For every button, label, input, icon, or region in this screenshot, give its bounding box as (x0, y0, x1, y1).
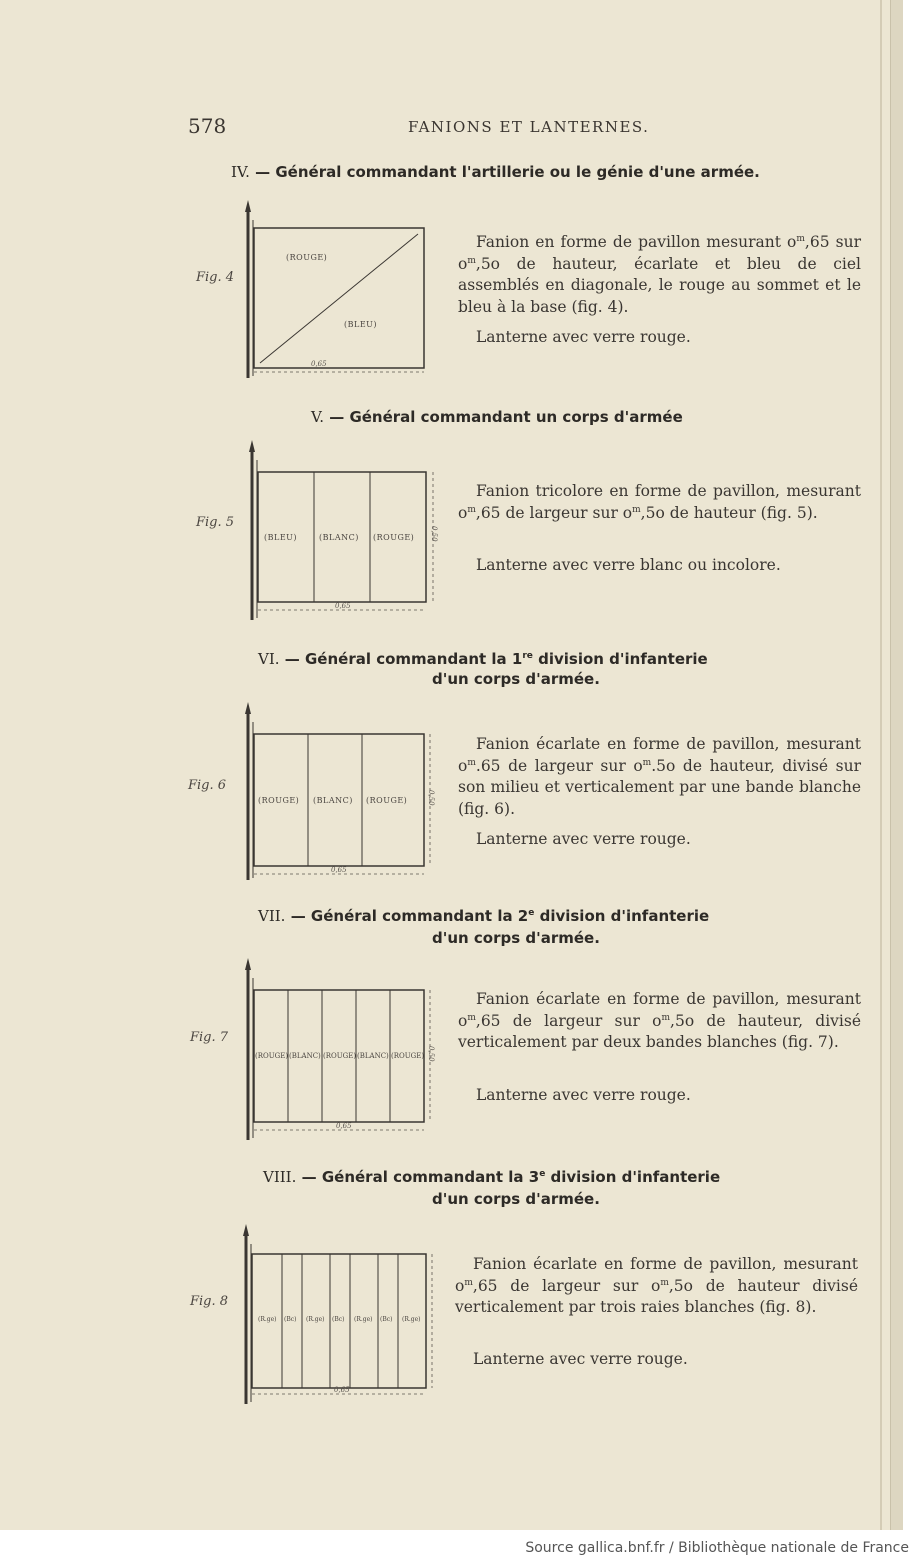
section-heading-vi-line2: d'un corps d'armée. (432, 670, 600, 688)
unit-superscript: m (467, 757, 476, 768)
section-title: — Général commandant la 1 (284, 650, 523, 668)
flag-cell: (ROUGE) (258, 796, 300, 805)
description-text: ,5o de hauteur divisé verticalement par trois raies blanches (fig. 8). (455, 1276, 858, 1316)
description-text: ,65 de largeur sur o (475, 1011, 662, 1030)
lantern-iv: Lanterne avec verre rouge. (476, 328, 691, 346)
description-viii (455, 1254, 858, 1319)
margin-fold (880, 0, 882, 1530)
description-v (458, 481, 861, 524)
flag-figure-7-drawing (236, 956, 441, 1146)
lantern-v: Lanterne avec verre blanc ou incolore. (476, 556, 781, 574)
lantern-vi: Lanterne avec verre rouge. (476, 830, 691, 848)
page-edge (890, 0, 903, 1530)
flag-figure-5-drawing (240, 438, 440, 623)
unit-superscript: m (467, 255, 476, 266)
description-text: .65 de largeur sur o (475, 756, 643, 775)
figure-label: Fig. 7 (190, 1030, 229, 1045)
flag-figure-4-drawing (236, 198, 436, 383)
unit-superscript: m (660, 1277, 669, 1288)
section-heading-viii (263, 1168, 720, 1186)
section-heading-vii-line2: d'un corps d'armée. (432, 929, 600, 947)
unit-superscript: m (467, 1012, 476, 1023)
flag-cell: (BLEU) (264, 533, 298, 542)
section-numeral: VI. (258, 650, 280, 668)
section-heading-vi (258, 650, 708, 668)
flag-figure-4 (236, 198, 436, 383)
description-text: ,5o de hauteur (fig. 5). (640, 503, 818, 522)
description-vii (458, 989, 861, 1054)
flag-figure-6 (236, 700, 441, 885)
lantern-vii: Lanterne avec verre rouge. (476, 1086, 691, 1104)
section-title-rest: division d'infanterie (532, 650, 708, 668)
flag-cell: (BLANC) (313, 796, 353, 805)
flag-cell: (Bc) (380, 1316, 393, 1323)
section-title: — Général commandant l'artillerie ou le génie d'une armée. (255, 163, 760, 181)
flag-figure-8 (236, 1222, 441, 1412)
dimension-width: 0,65 (335, 602, 351, 610)
dimension-width: 0,65 (311, 360, 327, 368)
description-text: ,65 sur o (458, 233, 861, 273)
dimension-width: 0,65 (331, 866, 347, 874)
figure-label: Fig. 5 (196, 515, 235, 530)
description-vi (458, 734, 861, 820)
title-superscript: re (522, 651, 533, 661)
flag-figure-5 (240, 438, 440, 623)
flag-cell: (ROUGE) (323, 1052, 357, 1060)
flag-cell: (ROUGE) (366, 796, 408, 805)
description-text: ,65 de largeur sur o (472, 1276, 661, 1295)
flag-figure-6-drawing (236, 700, 441, 885)
source-credit: Source gallica.bnf.fr / Bibliothèque nationale de France (525, 1540, 909, 1556)
description-text: ,65 de largeur sur o (475, 503, 633, 522)
description-text: Fanion écarlate en forme de pavillon, mesurant o (458, 735, 861, 775)
unit-superscript: m (632, 504, 641, 515)
description-text: Fanion tricolore en forme de pavillon, mesurant o (458, 482, 861, 522)
description-text: Fanion écarlate en forme de pavillon, mesurant o (458, 990, 861, 1030)
description-text: Fanion écarlate en forme de pavillon, mesurant o (455, 1255, 858, 1295)
flag-cell: (Bc) (332, 1316, 345, 1323)
description-text: Fanion en forme de pavillon mesurant o (476, 233, 797, 251)
lantern-viii: Lanterne avec verre rouge. (473, 1350, 688, 1368)
section-heading-viii-line2: d'un corps d'armée. (432, 1190, 600, 1208)
flag-cell: (R.ge) (258, 1316, 277, 1323)
flag-cell: (BLEU) (344, 320, 378, 329)
flag-cell: (ROUGE) (286, 253, 328, 262)
dimension-height: 0,50 (427, 1046, 435, 1062)
running-title: FANIONS ET LANTERNES. (408, 118, 650, 136)
unit-superscript: m (642, 757, 652, 768)
figure-label: Fig. 8 (190, 1294, 229, 1309)
dimension-width: 0,65 (334, 1386, 350, 1394)
flag-cell: (ROUGE) (391, 1052, 425, 1060)
description-text: ,5o de hauteur, divisé verticalement par deux bandes blanches (fig. 7). (458, 1011, 861, 1051)
section-numeral: IV. (231, 163, 250, 181)
section-title: — Général commandant la 3 (301, 1168, 540, 1186)
title-superscript: e (528, 908, 535, 918)
figure-label: Fig. 4 (196, 270, 235, 285)
section-title: — Général commandant la 2 (290, 907, 529, 925)
description-text: .5o de hauteur, divisé sur son milieu et verticalement par une bande blanche (fig. 6). (458, 756, 861, 818)
section-title: — Général commandant un corps d'armée (329, 408, 683, 426)
page-number: 578 (188, 114, 227, 138)
section-heading-v (311, 408, 683, 426)
description-iv (458, 232, 861, 318)
flag-cell: (R.ge) (306, 1316, 325, 1323)
dimension-height: 0,50 (430, 526, 438, 542)
title-superscript: e (539, 1169, 546, 1179)
figure-label: Fig. 6 (188, 778, 227, 793)
flag-figure-7 (236, 956, 441, 1146)
flag-cell: (ROUGE) (255, 1052, 289, 1060)
flag-cell: (Bc) (284, 1316, 297, 1323)
section-numeral: VIII. (263, 1168, 297, 1186)
section-numeral: V. (311, 408, 324, 426)
section-title-rest: division d'infanterie (545, 1168, 721, 1186)
flag-cell: (R.ge) (402, 1316, 421, 1323)
description-text: ,5o de hauteur, écarlate et bleu de ciel assemblés en diagonale, le rouge au sommet et le bleu à la base (fig. 4). (458, 254, 861, 316)
section-heading-vii (258, 907, 709, 925)
unit-superscript: m (661, 1012, 671, 1023)
flag-cell: (ROUGE) (373, 533, 415, 542)
unit-superscript: m (467, 504, 476, 515)
flag-cell: (BLANC) (319, 533, 359, 542)
flag-cell: (R.ge) (354, 1316, 373, 1323)
flag-cell: (BLANC) (289, 1052, 321, 1060)
flag-cell: (BLANC) (357, 1052, 389, 1060)
section-heading-iv (231, 163, 760, 181)
dimension-height: 0,50 (427, 790, 435, 806)
unit-superscript: m (796, 233, 805, 244)
section-numeral: VII. (258, 907, 286, 925)
section-title-rest: division d'infanterie (534, 907, 710, 925)
dimension-width: 0,65 (336, 1122, 352, 1130)
unit-superscript: m (464, 1277, 473, 1288)
